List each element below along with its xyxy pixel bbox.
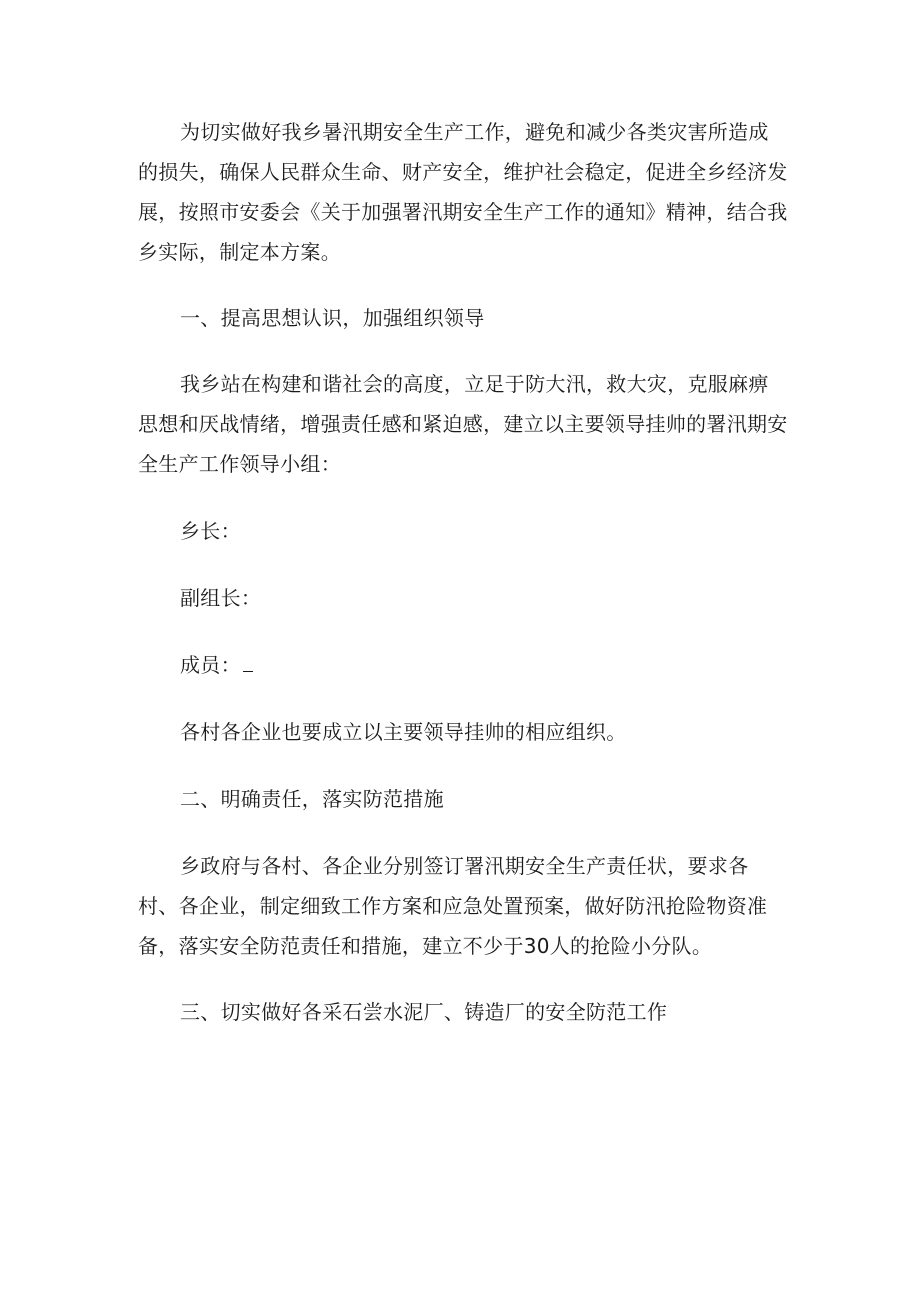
- section-heading-1: 一、提高思想认识，加强组织领导: [180, 306, 485, 330]
- responsibility-paragraph: 乡政府与各村、各企业分别签订署汛期安全生产责任状，要求各村、各企业，制定细致工作方案和应急处置预案，做好防汛抢险物资准备，落实安全防范责任和措施，建立不少于30人的抢险小分队。: [138, 854, 768, 958]
- deputy-line: 副组长：: [180, 586, 262, 610]
- village-org-paragraph: 各村各企业也要成立以主要领导挂帅的相应组织。: [180, 720, 627, 744]
- section-heading-2: 二、明确责任，落实防范措施: [180, 787, 444, 811]
- members-label: 成员：: [180, 653, 241, 677]
- document-page: [138, 112, 788, 1032]
- section-heading-3: 三、切实做好各采石尝水泥厂、铸造厂的安全防范工作: [180, 1000, 668, 1024]
- members-blank: [243, 655, 253, 672]
- leadership-paragraph: 我乡站在构建和谐社会的高度，立足于防大汛，救大灾，克服麻痹思想和厌战情绪，增强责任感和紧迫感，建立以主要领导挂帅的署汛期安全生产工作领导小组：: [138, 372, 788, 476]
- leader-line: 乡长：: [180, 519, 241, 543]
- members-line: [138, 645, 788, 685]
- intro-paragraph: 为切实做好我乡暑汛期安全生产工作，避免和减少各类灾害所造成的损失，确保人民群众生命、财产安全，维护社会稳定，促进全乡经济发展，按照市安委会《关于加强署汛期安全生产工作的通知》精神，结合我乡实际，制定本方案。: [138, 120, 788, 264]
